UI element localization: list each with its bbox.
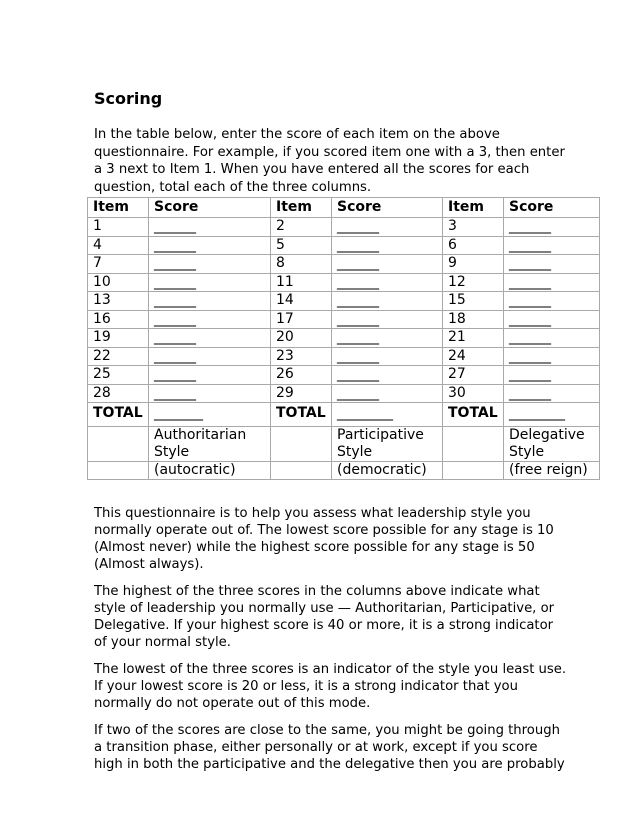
style-label: Delegative Style <box>504 427 600 462</box>
score-cell: ______ <box>332 384 443 403</box>
total-label: TOTAL <box>88 403 149 427</box>
text-line: of your normal style. <box>94 635 231 650</box>
header-item: Item <box>443 198 504 218</box>
item-cell: 1 <box>88 218 149 237</box>
total-label: TOTAL <box>271 403 332 427</box>
score-cell: ______ <box>504 347 600 366</box>
paragraph-transition <box>94 722 564 773</box>
total-blank: ________ <box>332 403 443 427</box>
text-line: high in both the participative and the delegative then you are probably <box>94 757 565 772</box>
header-score: Score <box>504 198 600 218</box>
empty-cell <box>443 427 504 462</box>
table-row <box>88 273 600 292</box>
score-cell: ______ <box>332 255 443 274</box>
score-cell: ______ <box>149 384 271 403</box>
style-row <box>88 427 600 462</box>
scoring-table <box>87 197 600 480</box>
score-cell: ______ <box>504 329 600 348</box>
intro-line: question, total each of the three columns. <box>94 179 372 195</box>
item-cell: 20 <box>271 329 332 348</box>
empty-cell <box>271 427 332 462</box>
item-cell: 6 <box>443 236 504 255</box>
item-cell: 28 <box>88 384 149 403</box>
item-cell: 19 <box>88 329 149 348</box>
score-cell: ______ <box>332 273 443 292</box>
score-cell: ______ <box>149 255 271 274</box>
item-cell: 12 <box>443 273 504 292</box>
paragraph-lowest <box>94 661 567 712</box>
item-cell: 17 <box>271 310 332 329</box>
score-cell: ______ <box>149 218 271 237</box>
intro-line: a 3 next to Item 1. When you have entered all the scores for each <box>94 162 530 177</box>
score-cell: ______ <box>504 366 600 385</box>
text-line: normally operate out of. The lowest score possible for any stage is 10 <box>94 523 554 538</box>
item-cell: 14 <box>271 292 332 311</box>
score-cell: ______ <box>332 310 443 329</box>
item-cell: 27 <box>443 366 504 385</box>
style-label: Authoritarian Style <box>149 427 271 462</box>
style-alias-row <box>88 462 600 480</box>
style-alias: (free reign) <box>504 462 600 480</box>
score-cell: ______ <box>149 273 271 292</box>
score-cell: ______ <box>504 292 600 311</box>
item-cell: 24 <box>443 347 504 366</box>
text-line: If your lowest score is 20 or less, it is a strong indicator that you <box>94 679 518 694</box>
item-cell: 30 <box>443 384 504 403</box>
text-line: The lowest of the three scores is an indicator of the style you least use. <box>94 662 567 677</box>
paragraph-highest <box>94 583 564 651</box>
table-row <box>88 347 600 366</box>
score-cell: ______ <box>332 329 443 348</box>
item-cell: 3 <box>443 218 504 237</box>
item-cell: 22 <box>88 347 149 366</box>
item-cell: 4 <box>88 236 149 255</box>
table-row <box>88 366 600 385</box>
score-cell: ______ <box>504 236 600 255</box>
text-line: Delegative. If your highest score is 40 or more, it is a strong indicator <box>94 618 554 633</box>
empty-cell <box>88 462 149 480</box>
item-cell: 9 <box>443 255 504 274</box>
item-cell: 11 <box>271 273 332 292</box>
score-cell: ______ <box>149 329 271 348</box>
intro-paragraph <box>94 126 574 196</box>
score-cell: ______ <box>149 236 271 255</box>
table-row <box>88 310 600 329</box>
text-line: (Almost never) while the highest score possible for any stage is 50 <box>94 540 535 555</box>
header-score: Score <box>332 198 443 218</box>
score-cell: ______ <box>149 366 271 385</box>
score-cell: ______ <box>332 347 443 366</box>
empty-cell <box>88 427 149 462</box>
table-header-row <box>88 198 600 218</box>
style-label: Participative Style <box>332 427 443 462</box>
paragraph-purpose <box>94 505 564 573</box>
text-line: a transition phase, either personally or at work, except if you score <box>94 740 538 755</box>
total-row <box>88 403 600 427</box>
empty-cell <box>443 462 504 480</box>
empty-cell <box>271 462 332 480</box>
table-row <box>88 384 600 403</box>
section-heading: Scoring <box>94 89 163 108</box>
score-cell: ______ <box>332 236 443 255</box>
total-label: TOTAL <box>443 403 504 427</box>
score-cell: ______ <box>332 292 443 311</box>
text-line: normally do not operate out of this mode. <box>94 696 371 711</box>
header-item: Item <box>88 198 149 218</box>
style-alias: (democratic) <box>332 462 443 480</box>
score-cell: ______ <box>149 310 271 329</box>
explanation-text <box>94 505 567 783</box>
score-cell: ______ <box>332 218 443 237</box>
text-line: style of leadership you normally use — Authoritarian, Participative, or <box>94 601 555 616</box>
total-blank: ________ <box>504 403 600 427</box>
item-cell: 26 <box>271 366 332 385</box>
item-cell: 18 <box>443 310 504 329</box>
text-line: If two of the scores are close to the same, you might be going through <box>94 723 560 738</box>
text-line: This questionnaire is to help you assess what leadership style you <box>94 506 531 521</box>
header-item: Item <box>271 198 332 218</box>
score-cell: ______ <box>149 347 271 366</box>
item-cell: 23 <box>271 347 332 366</box>
intro-line: questionnaire. For example, if you scored item one with a 3, then enter <box>94 144 565 160</box>
table-row <box>88 218 600 237</box>
table-row <box>88 329 600 348</box>
table-row <box>88 255 600 274</box>
item-cell: 10 <box>88 273 149 292</box>
text-line: The highest of the three scores in the columns above indicate what <box>94 584 540 599</box>
header-score: Score <box>149 198 271 218</box>
item-cell: 16 <box>88 310 149 329</box>
intro-line: In the table below, enter the score of each item on the above <box>94 127 500 142</box>
item-cell: 5 <box>271 236 332 255</box>
text-line: (Almost always). <box>94 557 204 572</box>
score-cell: ______ <box>332 366 443 385</box>
item-cell: 8 <box>271 255 332 274</box>
item-cell: 13 <box>88 292 149 311</box>
item-cell: 25 <box>88 366 149 385</box>
score-cell: ______ <box>504 310 600 329</box>
item-cell: 2 <box>271 218 332 237</box>
table-row <box>88 292 600 311</box>
style-alias: (autocratic) <box>149 462 271 480</box>
item-cell: 7 <box>88 255 149 274</box>
score-cell: ______ <box>149 292 271 311</box>
score-cell: ______ <box>504 218 600 237</box>
item-cell: 15 <box>443 292 504 311</box>
item-cell: 21 <box>443 329 504 348</box>
table-row <box>88 236 600 255</box>
score-cell: ______ <box>504 273 600 292</box>
score-cell: ______ <box>504 255 600 274</box>
score-cell: ______ <box>504 384 600 403</box>
item-cell: 29 <box>271 384 332 403</box>
total-blank: _______ <box>149 403 271 427</box>
